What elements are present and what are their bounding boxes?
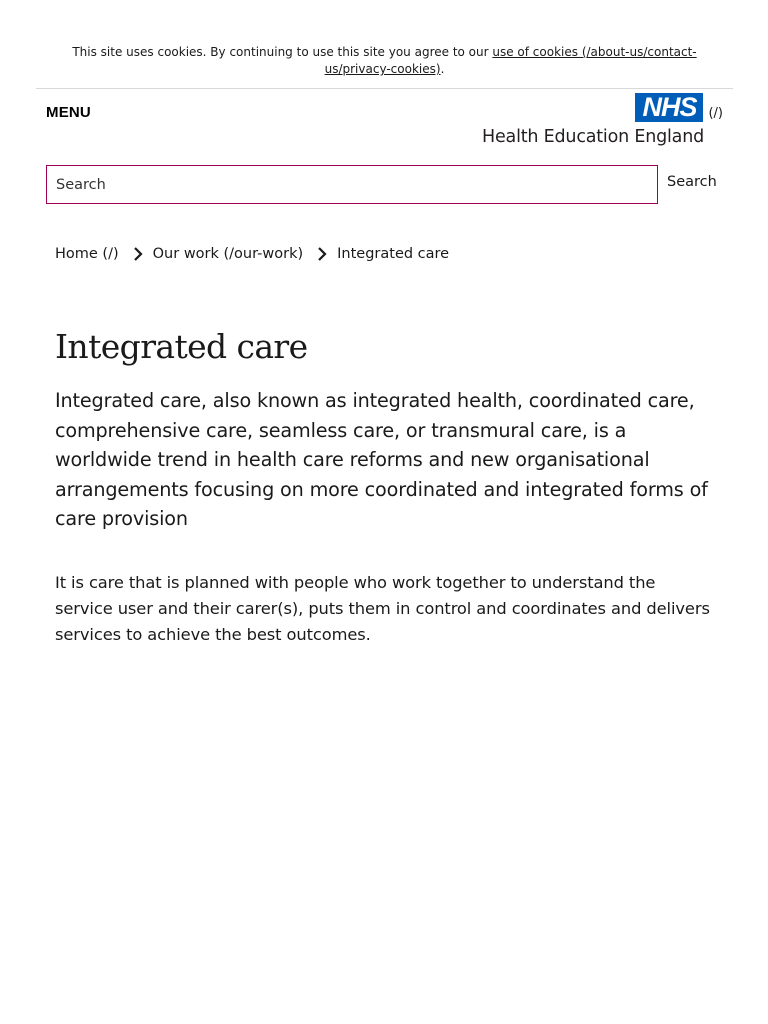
nhs-logo-icon[interactable]: NHS — [635, 93, 703, 122]
breadcrumb-current: Integrated care — [337, 246, 450, 262]
menu-button[interactable]: MENU — [46, 104, 91, 121]
breadcrumb-our-work[interactable]: Our work (/our-work) — [152, 246, 304, 262]
nhs-logo-row — [482, 93, 723, 122]
logo-home-link[interactable]: (/) — [708, 106, 723, 121]
site-logo[interactable] — [482, 93, 723, 147]
body-paragraph: It is care that is planned with people who work together to understand the service user and their carer(s), puts them in control and coordinates and delivers services to achieve the best outcomes. — [55, 573, 710, 644]
search-button[interactable]: Search — [667, 174, 717, 190]
cookie-banner-suffix: . — [440, 62, 445, 76]
chevron-right-icon — [317, 247, 327, 261]
chevron-right-icon — [133, 247, 143, 261]
lead-paragraph: Integrated care, also known as integrated health, coordinated care, comprehensive care, seamless care, or transmural care, is a worldwide trend in health care reforms and new organisational arrangements focusing on more coordinated and integrated forms of care provision — [55, 389, 708, 531]
search-input[interactable] — [46, 165, 658, 204]
cookie-banner-text: This site uses cookies. By continuing to use this site you agree to our — [72, 45, 493, 59]
organisation-name: Health Education England — [482, 127, 704, 147]
cookie-banner — [36, 36, 733, 89]
cookie-policy-link[interactable]: use of cookies (/about-us/contact-us/privacy-cookies) — [324, 45, 697, 76]
breadcrumb — [55, 246, 449, 262]
page-title: Integrated care — [55, 327, 308, 366]
breadcrumb-home[interactable]: Home (/) — [55, 246, 119, 262]
